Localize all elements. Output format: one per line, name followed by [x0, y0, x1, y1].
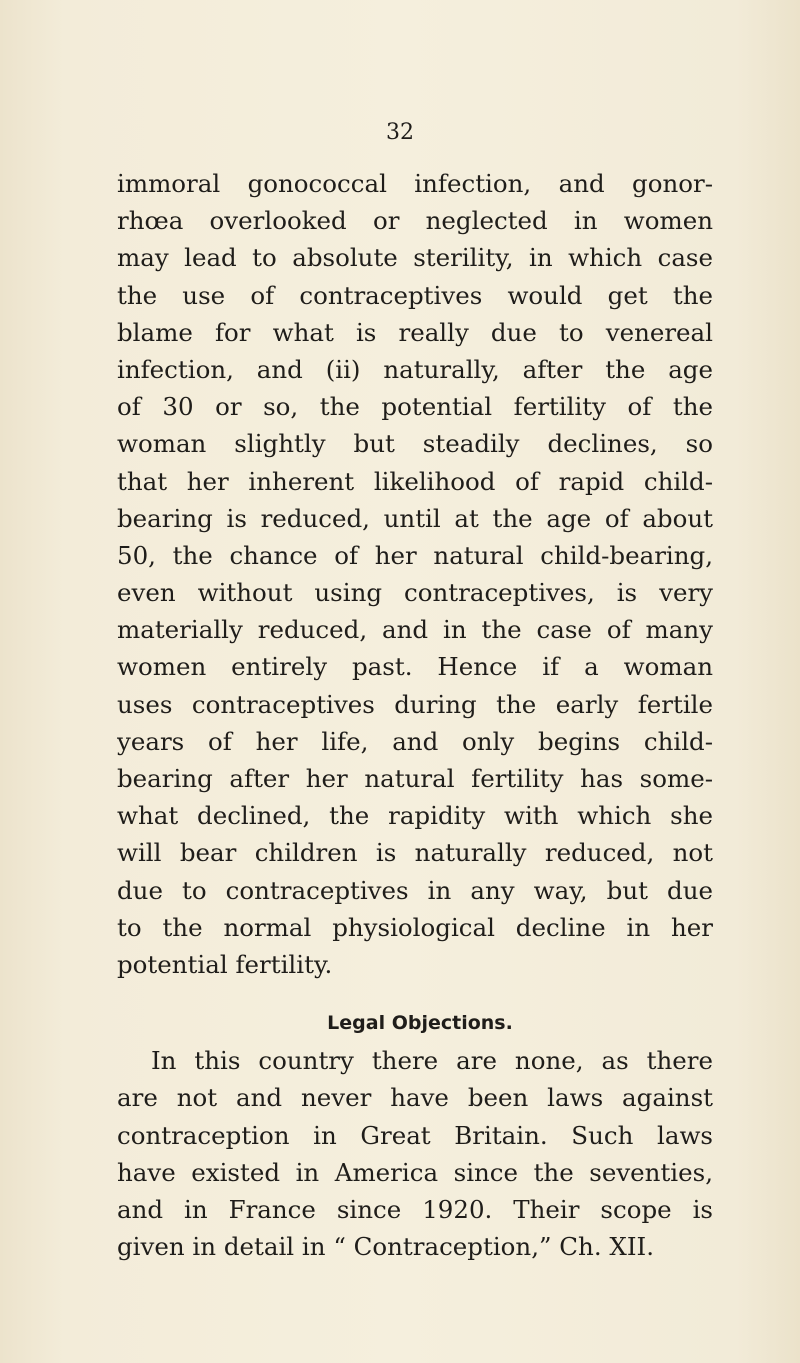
text-line: potential fertility.: [117, 949, 333, 979]
text-line: materially reduced, and in the case of many: [117, 615, 713, 645]
paragraph-sterility-fertility: [117, 165, 713, 983]
text-line: bearing is reduced, until at the age of about: [117, 503, 713, 533]
text-line: have existed in America since the seventies,: [117, 1157, 713, 1187]
text-line: woman slightly but steadily declines, so: [117, 429, 713, 459]
text-line: will bear children is naturally reduced, not: [117, 838, 713, 868]
text-line: rhœa overlooked or neglected in women: [117, 206, 713, 236]
text-line: bearing after her natural fertility has some-: [117, 764, 713, 793]
text-line: immoral gonococcal infection, and gonor-: [117, 169, 713, 198]
section-heading-legal-objections: Legal Objections.: [327, 1012, 513, 1035]
text-line: given in detail in “ Contraception,” Ch. XII.: [117, 1232, 654, 1262]
text-body: [117, 165, 713, 1265]
text-line: of 30 or so, the potential fertility of the: [117, 392, 713, 422]
text-line: the use of contraceptives would get the: [117, 280, 713, 310]
text-line: what declined, the rapidity with which she: [117, 801, 713, 831]
text-line: due to contraceptives in any way, but due: [117, 875, 713, 905]
text-line: contraception in Great Britain. Such laws: [117, 1120, 713, 1150]
text-line: even without using contraceptives, is very: [117, 578, 713, 608]
paragraph-legal-objections: [117, 1042, 713, 1265]
text-line: infection, and (ii) naturally, after the age: [117, 354, 713, 384]
text-line: may lead to absolute sterility, in which case: [117, 243, 713, 273]
text-line: women entirely past. Hence if a woman: [117, 652, 713, 682]
text-line: In this country there are none, as there: [151, 1046, 713, 1076]
text-line: years of her life, and only begins child-: [117, 726, 713, 756]
text-line: blame for what is really due to venereal: [117, 317, 713, 347]
page-number: 32: [386, 120, 414, 145]
text-line: are not and never have been laws against: [117, 1083, 713, 1113]
text-line: to the normal physiological decline in her: [117, 912, 713, 942]
text-line: 50, the chance of her natural child-bearing,: [117, 540, 713, 570]
text-line: that her inherent likelihood of rapid child-: [117, 466, 713, 496]
text-line: uses contraceptives during the early fertile: [117, 689, 713, 719]
text-line: and in France since 1920. Their scope is: [117, 1194, 713, 1224]
